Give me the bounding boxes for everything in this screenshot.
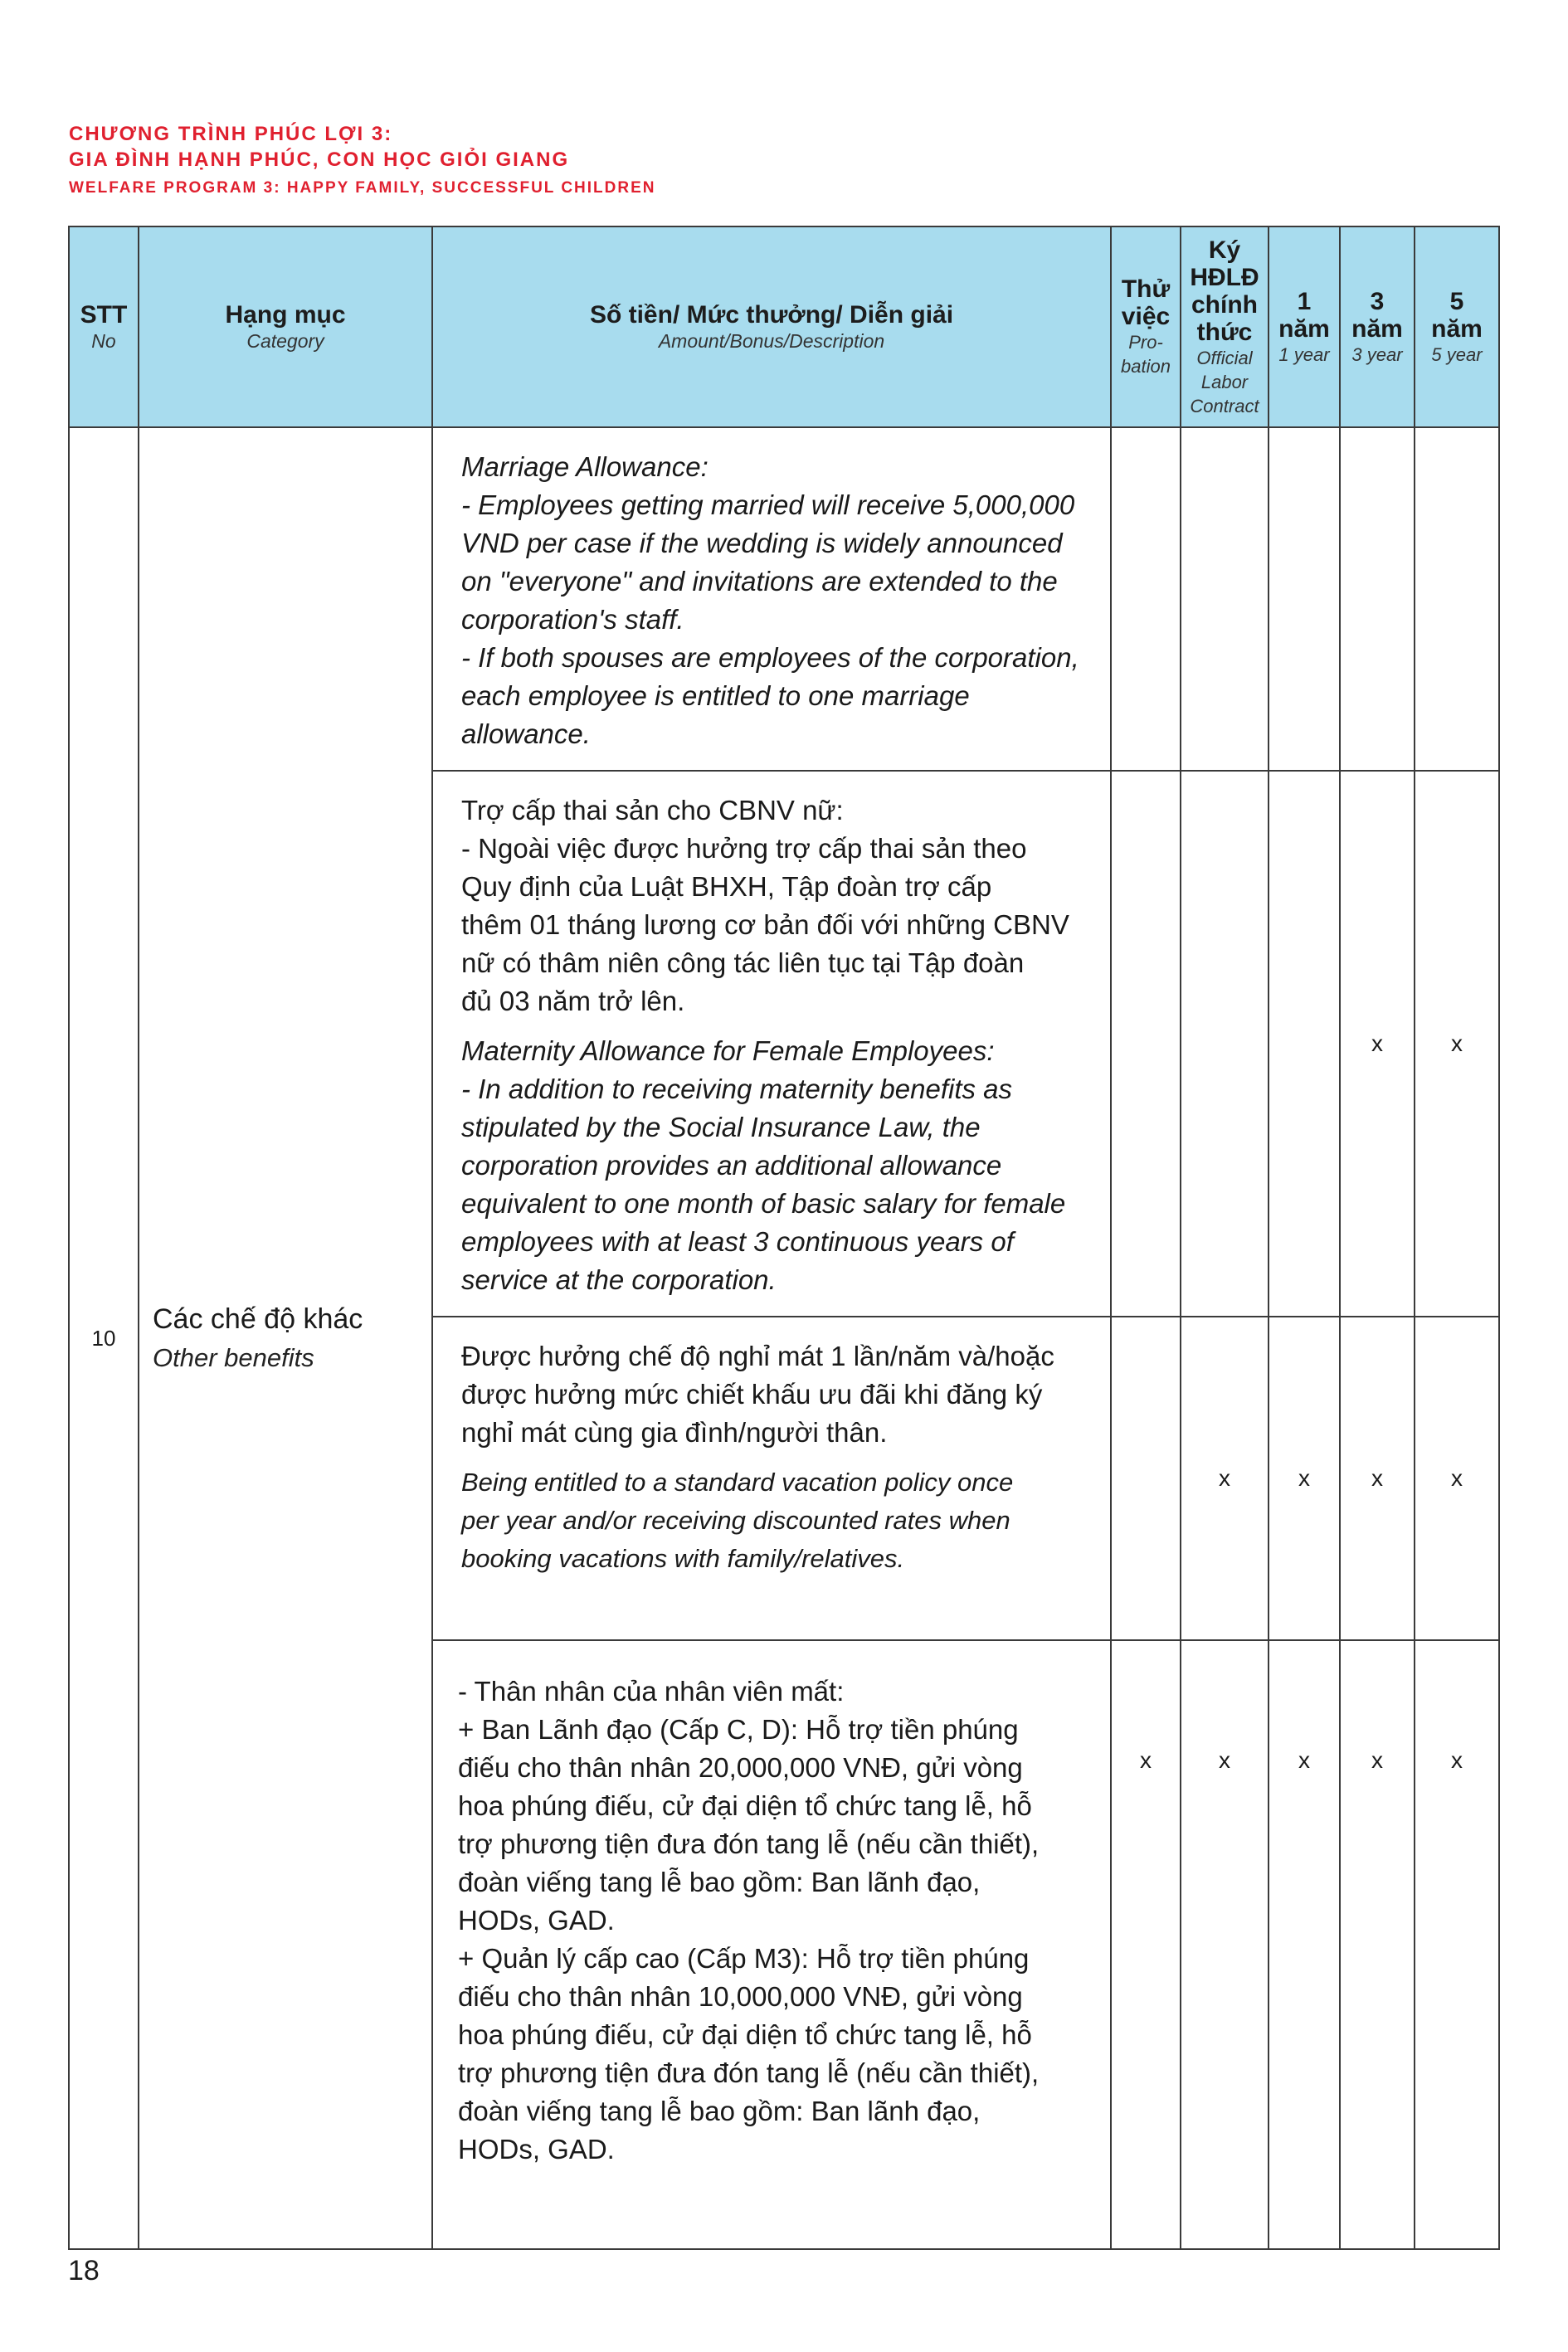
benefits-table (68, 226, 1500, 2250)
mark-probation (1111, 427, 1181, 771)
mark-3-year (1340, 427, 1415, 771)
bereavement-description (432, 1640, 1111, 2249)
program-title-vi-line2: GIA ĐÌNH HẠNH PHÚC, CON HỌC GIỎI GIANG (69, 149, 570, 171)
vacation-description (432, 1317, 1111, 1640)
header-official-en: Official Labor Contract (1190, 347, 1259, 416)
mark-3-year: x (1340, 771, 1415, 1317)
description-vi: Được hưởng chế độ nghỉ mát 1 lần/năm và/hoặc được hưởng mức chiết khấu ưu đãi khi đăng ký nghỉ mát cùng gia đình/người thân. (461, 1341, 1054, 1448)
mark-1-year: x (1269, 1317, 1340, 1640)
mark-5-year: x (1415, 1640, 1499, 2249)
page-number: 18 (68, 2255, 100, 2286)
header-official (1181, 226, 1269, 427)
row-number: 10 (69, 427, 139, 2249)
mark-probation (1111, 771, 1181, 1317)
maternity-allowance-description (432, 771, 1111, 1317)
header-category-en: Category (246, 330, 324, 352)
mark-3-year: x (1340, 1640, 1415, 2249)
header-stt (69, 226, 139, 427)
header-3-year-vi: 3 năm (1351, 287, 1403, 343)
header-3-year (1340, 226, 1415, 427)
mark-official: x (1181, 1317, 1269, 1640)
category-cell (139, 427, 432, 2249)
header-probation-en: Pro- bation (1121, 332, 1171, 377)
header-probation-vi: Thử việc (1121, 275, 1171, 330)
header-category-vi: Hạng mục (225, 301, 346, 329)
mark-probation (1111, 1317, 1181, 1640)
category-en: Other benefits (153, 1343, 314, 1372)
header-amount-en: Amount/Bonus/Description (658, 330, 885, 352)
header-1-year-vi: 1 năm (1278, 287, 1330, 343)
header-amount-vi: Số tiền/ Mức thưởng/ Diễn giải (589, 301, 954, 329)
description-en: Maternity Allowance for Female Employees: - In addition to receiving maternity benefits as stipulated by the Social Insurance Law, the corporation provides an additional allowance equivalent to one month of basic salary for female employees with at least 3 continuous years of service at the corporation. (461, 1035, 1066, 1295)
header-5-year-en: 5 year (1431, 343, 1483, 365)
header-5-year-vi: 5 năm (1431, 287, 1483, 343)
program-title-vi-line1: CHƯƠNG TRÌNH PHÚC LỢI 3: (69, 123, 393, 145)
program-title-en: WELFARE PROGRAM 3: HAPPY FAMILY, SUCCESSFUL CHILDREN (69, 179, 656, 197)
description-vi: Trợ cấp thai sản cho CBNV nữ: - Ngoài việc được hưởng trợ cấp thai sản theo Quy định của Luật BHXH, Tập đoàn trợ cấp thêm 01 tháng lương cơ bản đối với những CBNV nữ có thâm niên công tác liên tục tại Tập đoàn đủ 03 năm trở lên. (461, 795, 1069, 1016)
mark-official (1181, 771, 1269, 1317)
mark-5-year: x (1415, 771, 1499, 1317)
mark-official: x (1181, 1640, 1269, 2249)
header-5-year (1415, 226, 1499, 427)
marriage-allowance-description (432, 427, 1111, 771)
mark-1-year (1269, 427, 1340, 771)
header-category (139, 226, 432, 427)
table-row (69, 427, 1499, 771)
header-amount (432, 226, 1111, 427)
description-en: Being entitled to a standard vacation policy once per year and/or receiving discounted rates when booking vacations with family/relatives. (461, 1468, 1014, 1573)
description-en: Marriage Allowance: - Employees getting married will receive 5,000,000 VND per case if the wedding is widely announced on "everyone" and invitations are extended to the corporation's staff. - If both spouses are employees of the corporation, each employee is entitled to one marriage allowance. (461, 451, 1079, 749)
header-1-year-en: 1 year (1278, 343, 1330, 365)
mark-1-year (1269, 771, 1340, 1317)
mark-5-year: x (1415, 1317, 1499, 1640)
header-official-vi: Ký HĐLĐ chính thức (1190, 236, 1259, 346)
header-stt-vi: STT (80, 301, 128, 329)
category-vi: Các chế độ khác (153, 1303, 363, 1335)
table-header-row (69, 226, 1499, 427)
description-vi: - Thân nhân của nhân viên mất: + Ban Lãnh đạo (Cấp C, D): Hỗ trợ tiền phúng điếu cho thân nhân 20,000,000 VNĐ, gửi vòng hoa phúng điếu, cử đại diện tổ chức tang lễ, hỗ trợ phương tiện đưa đón tang lễ (nếu cần thiết), đoàn viếng tang lễ bao gồm: Ban lãnh đạo, HODs, GAD. + Quản lý cấp cao (Cấp M3): Hỗ trợ tiền phúng điếu cho thân nhân 10,000,000 VNĐ, gửi vòng hoa phúng điếu, cử đại diện tổ chức tang lễ, hỗ trợ phương tiện đưa đón tang lễ (nếu cần thiết), đoàn viếng tang lễ bao gồm: Ban lãnh đạo, HODs, GAD. (458, 1676, 1040, 2165)
mark-5-year (1415, 427, 1499, 771)
header-1-year (1269, 226, 1340, 427)
header-stt-en: No (91, 330, 116, 352)
mark-official (1181, 427, 1269, 771)
mark-probation: x (1111, 1640, 1181, 2249)
mark-1-year: x (1269, 1640, 1340, 2249)
header-probation (1111, 226, 1181, 427)
mark-3-year: x (1340, 1317, 1415, 1640)
header-3-year-en: 3 year (1351, 343, 1403, 365)
